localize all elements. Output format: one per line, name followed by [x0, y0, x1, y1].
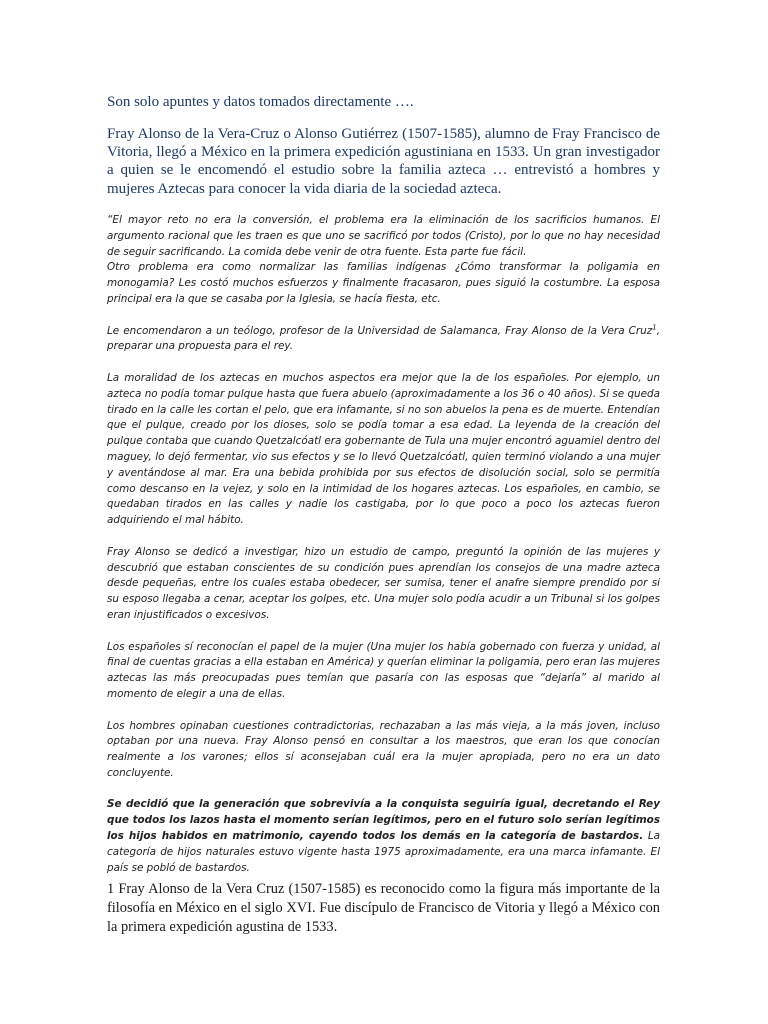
- intro-line: Son solo apuntes y datos tomados directamente ….: [107, 94, 414, 110]
- paragraph-field-study: Fray Alonso se dedicó a investigar, hizo un estudio de campo, preguntó la opinión de las mujeres y descubrió que estaban conscientes de su condición pues aprendían los consejos de una madre azteca desde pequeñas, entre los cuales estaba obedecer, ser sumisa, tener el anafre siempre prendido por si su esposo llegaba a cenar, aceptar los golpes, etc. Una mujer solo podía acudir a un Tribunal si los golpes eran injustificados o excesivos.: [107, 545, 660, 621]
- lead-paragraph: Fray Alonso de la Vera-Cruz o Alonso Gutiérrez (1507-1585), alumno de Fray Francisco de Vitoria, llegó a México en la primera expedición agustiniana en 1533. Un gran investigador a quien se le encomendó el estudio sobre la familia azteca … entrevistó a hombres y mujeres Aztecas para conocer la vida diaria de la sociedad azteca.: [107, 126, 660, 197]
- paragraph-decree: [107, 797, 660, 876]
- footnote: 1 Fray Alonso de la Vera Cruz (1507-1585) es reconocido como la figura más importante de la filosofía en México en el siglo XVI. Fue discípulo de Francisco de Vitoria y llegó a México con la primera expedición agustina de 1533.: [107, 881, 660, 935]
- paragraph-men-opinions: Los hombres opinaban cuestiones contradictorias, rechazaban a las más vieja, a la más joven, incluso optaban por una nueva. Fray Alonso pensó en consultar a los maestros, que eran los que conocían realmente a los varones; ellos sí aconsejaban cuál era la mujer apropiada, pero no era un dato concluyente.: [107, 719, 660, 779]
- paragraph-sacrifices: “El mayor reto no era la conversión, el problema era la eliminación de los sacrificios humanos. El argumento racional que les traen es que uno se sacrificó por todos (Cristo), por lo que no hay necesidad de seguir sacrificando. La comida debe venir de otra fuente. Esta parte fue fácil.: [107, 214, 660, 258]
- paragraph-pulque: La moralidad de los aztecas en muchos aspectos era mejor que la de los españoles. Por ejemplo, un azteca no podía tomar pulque hasta que fuera abuelo (aproximadamente a los 36 o 40 años). Si se queda tirado en la calle les cortan el pelo, que era infamante, si no son abuelos la pena es de muerte. Entendían que el pulque, creado por los dioses, solo se podía tomar a esa edad. La leyenda de la creación del pulque contaba que cuando Quetzalcóatl era gobernante de Tula una mujer encontró aguamiel dentro del maguey, lo dejó fermentar, vio sus efectos y se lo llevó Quetzalcóatl, quien terminó violando a una mujer y aventándose al mar. Era una bebida prohibida por sus efectos de disolución social, solo se permitía como descanso en la vejez, y solo en la intimidad de los hogares aztecas. Los españoles, en cambio, se quedaban tirados en las calles y nadie los castigaba, por lo que poco a poco los aztecas fueron adquiriendo el mal hábito.: [107, 371, 660, 527]
- decree-rest-text: La categoría de hijos naturales estuvo vigente hasta 1975 aproximadamente, era una marca infamante. El país se pobló de bastardos.: [107, 830, 660, 874]
- paragraph-theologian: [107, 324, 660, 356]
- footnote-reference[interactable]: 1: [652, 323, 657, 332]
- theologian-text: Le encomendaron a un teólogo, profesor de la Universidad de Salamanca, Fray Alonso de la Vera Cruz: [107, 324, 653, 337]
- paragraph-polygamy: Otro problema era como normalizar las familias indígenas ¿Cómo transformar la poligamia en monogamia? Les costó muchos esfuerzos y finalmente fracasaron, pues siguió la costumbre. La esposa principal era la que se casaba por la Iglesia, se hacía fiesta, etc.: [107, 261, 660, 305]
- paragraph-spaniards: Los españoles sí reconocían el papel de la mujer (Una mujer los había gobernado con fuerza y unidad, al final de cuentas gracias a ella estaban en América) y querían eliminar la poligamia, pero eran las mujeres aztecas las más preocupadas pues temían que pasaría con las esposas que “dejaría” al marido al momento de elegir a una de ellas.: [107, 640, 660, 700]
- quote-body: [107, 213, 660, 892]
- decree-bold-text: Se decidió que la generación que sobrevivía a la conquista seguiría igual, decretando el Rey que todos los lazos hasta el momento serían legítimos, pero en el futuro solo serían legítimos los hijos habidos en matrimonio, cayendo todos los demás en la categoría de bastardos.: [107, 798, 660, 843]
- theologian-text-end: , preparar una propuesta para el rey.: [107, 324, 660, 353]
